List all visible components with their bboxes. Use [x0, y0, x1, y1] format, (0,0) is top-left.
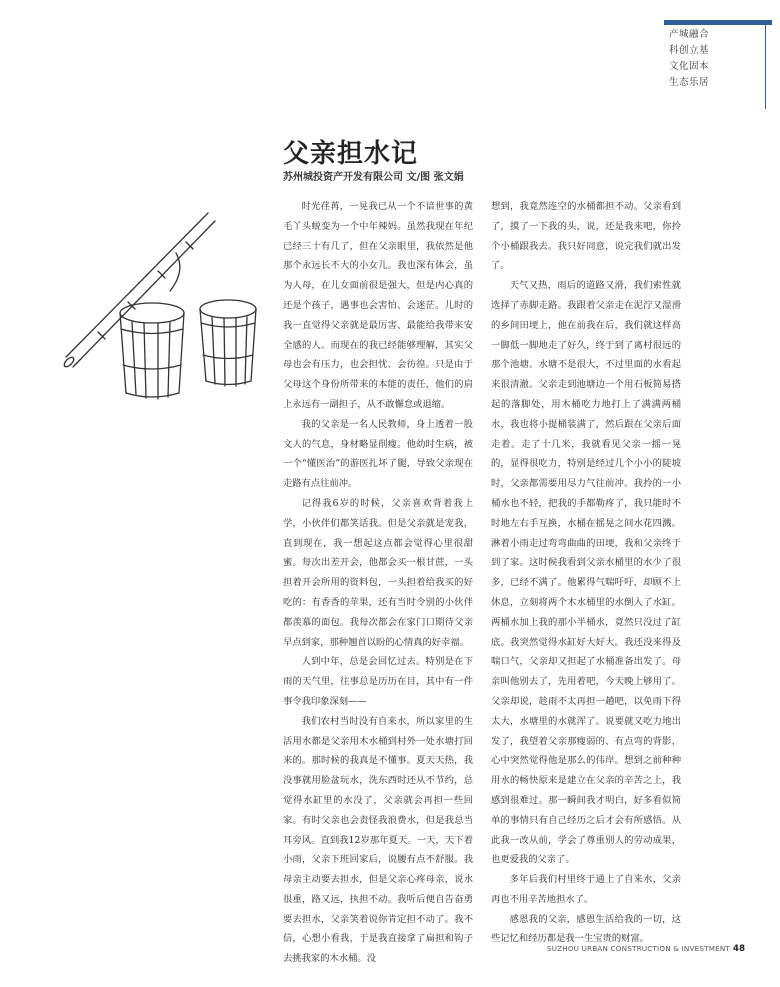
section-tags [664, 20, 772, 90]
paragraph: 感恩我的父亲，感恩生活给我的一切，这些记忆和经历都是我一生宝贵的财富。 [491, 913, 681, 945]
page-footer [547, 944, 745, 954]
left-column [283, 197, 473, 969]
accent-line [765, 25, 767, 109]
page-number: 48 [733, 944, 746, 954]
paragraph: 多年后我们村里终于通上了自来水，父亲再也不用辛苦地担水了。 [491, 874, 681, 905]
shoulder-pole-buckets-illustration [58, 195, 278, 405]
article-title: 父亲担水记 [283, 139, 419, 169]
article-byline: 苏州城投资产开发有限公司 文/图 张文娟 [283, 172, 464, 183]
accent-bar [664, 20, 772, 25]
tag-item: 生态乐居 [669, 77, 710, 88]
paragraph: 我们农村当时没有自来水，所以家里的生活用水都是父亲用木水桶到村外一处水塘打回来的。那时候的我真是不懂事。夏天天热，我没事就用脸盆玩水，洗东西时还从不节约，总觉得水缸里的水没了，父亲就会再担一些回家。有时父亲也会责怪我浪费水，但是我总当耳旁风。直到我12岁那年夏天。一天，天下着小雨，父亲下班回家后，说腰有点不舒服。我母亲主动要去担水，但是父亲心疼母亲，说水很重，路又远，执担不动。我听后便自告奋勇要去担水，父亲笑着说你肯定担不动了。我不信，心想小看我，于是我直接拿了扁担和钩子去挑我家的木水桶。没 [283, 715, 473, 965]
paragraph: 想到，我竟然连空的水桶都担不动。父亲看到了，摸了一下我的头，说，还是我来吧，你拎个小桶跟我去。我只好同意，说完我们就出发了。 [491, 201, 681, 272]
paragraph: 天气又热，雨后的道路又滑，我们索性就选择了赤脚走路。我跟着父亲走在泥泞又湿滑的乡间田埂上，他在前我在后，我们就这样高一脚低一脚地走了好久，终于到了离村很远的那个池塘。水塘不是很大，不过里面的水看起来很清澈。父亲走到池塘边一个用石板简易搭起的落脚处，用木桶吃力地打上了满满两桶水，我也将小提桶装满了，然后跟在父亲后面走着。走了十几米，我就看见父亲一摇一晃的，显得很吃力，特别是经过几个小小的陡坡时，父亲都需要用尽力气往前冲。我拎的一小桶水也不轻，把我的手都勒疼了，我只能时不时地左右手互换，水桶在摇晃之间水花四溅。淋着小雨走过弯弯曲曲的田埂，我和父亲终于到了家。这时候我看到父亲水桶里的水少了很多，已经不满了。他累得气喘吁吁，却顾不上休息，立刻将两个木水桶里的水倒入了水缸。两桶水加上我的那小半桶水，竟然只没过了缸底。我突然觉得水缸好大好大。我还没来得及喘口气，父亲却又担起了水桶准备出发了。母亲叫他别去了，先用着吧，今天晚上够用了。父亲却说，趁雨不太再担一趟吧，以免雨下得太大，水塘里的水就浑了。说要就又吃力地出发了，我望着父亲那瘦弱的、有点弯的背影，心中突然觉得他是那么的伟岸。想到之前种种用水的畅快原来是建立在父亲的辛苦之上，我感到很难过。那一瞬间我才明白，好多看似简单的事情只有自己经历之后才会有所感悟。从此我一改从前，学会了尊重别人的劳动成果，也更爱我的父亲了。 [491, 280, 681, 866]
paragraph: 我的父亲是一名人民教师，身上透着一股文人的气息，身材略显削瘦。他幼时生病，被一个“懂医治”的游医扎坏了腿，导致父亲现在走路有点往前冲。 [283, 418, 473, 490]
tag-list [669, 27, 709, 91]
right-column [491, 197, 681, 949]
magazine-name: SUZHOU URBAN CONSTRUCTION & INVESTMENT [547, 944, 731, 953]
paragraph: 人到中年，总是会回忆过去。特别是在下雨的天气里，往事总是历历在目，其中有一件事令我印象深刻—— [283, 656, 473, 707]
paragraph: 时光荏苒，一晃我已从一个不谙世事的黄毛丫头蜕变为一个中年辣妈。虽然我现在年纪已经三十有几了，但在父亲眼里，我依然是他那个永远长不大的小女儿。我也深有体会，虽为人母，在儿女面前很是强大，但是内心真的还是个孩子，遇事也会害怕、会迷茫。儿时的我一直觉得父亲就是最厉害、最能给我带来安全感的人。而现在的我已经能够理解，其实父母也会有压力，也会担忧、会彷徨。只是由于父母这个身份所带来的本能的责任，他们的肩上永远有一副担子，从不敢懈怠或退缩。 [283, 201, 473, 410]
tag-item: 文化固本 [669, 61, 710, 72]
tag-item: 科创立基 [669, 45, 710, 56]
tag-item: 产城融合 [669, 29, 710, 40]
paragraph: 记得我6岁的时候，父亲喜欢背着我上学，小伙伴们都笑话我。但是父亲就是宠我，直到现在，我一想起这点都会觉得心里很甜蜜。每次出差开会，他都会买一根甘蔗，一头担着开会所用的资料包，一头担着给我买的好吃的：有香香的苹果，还有当时令别的小伙伴都羡慕的面包。我每次都会在家门口期待父亲早点到家，那种翘首以盼的心情真的好幸福。 [283, 497, 473, 648]
